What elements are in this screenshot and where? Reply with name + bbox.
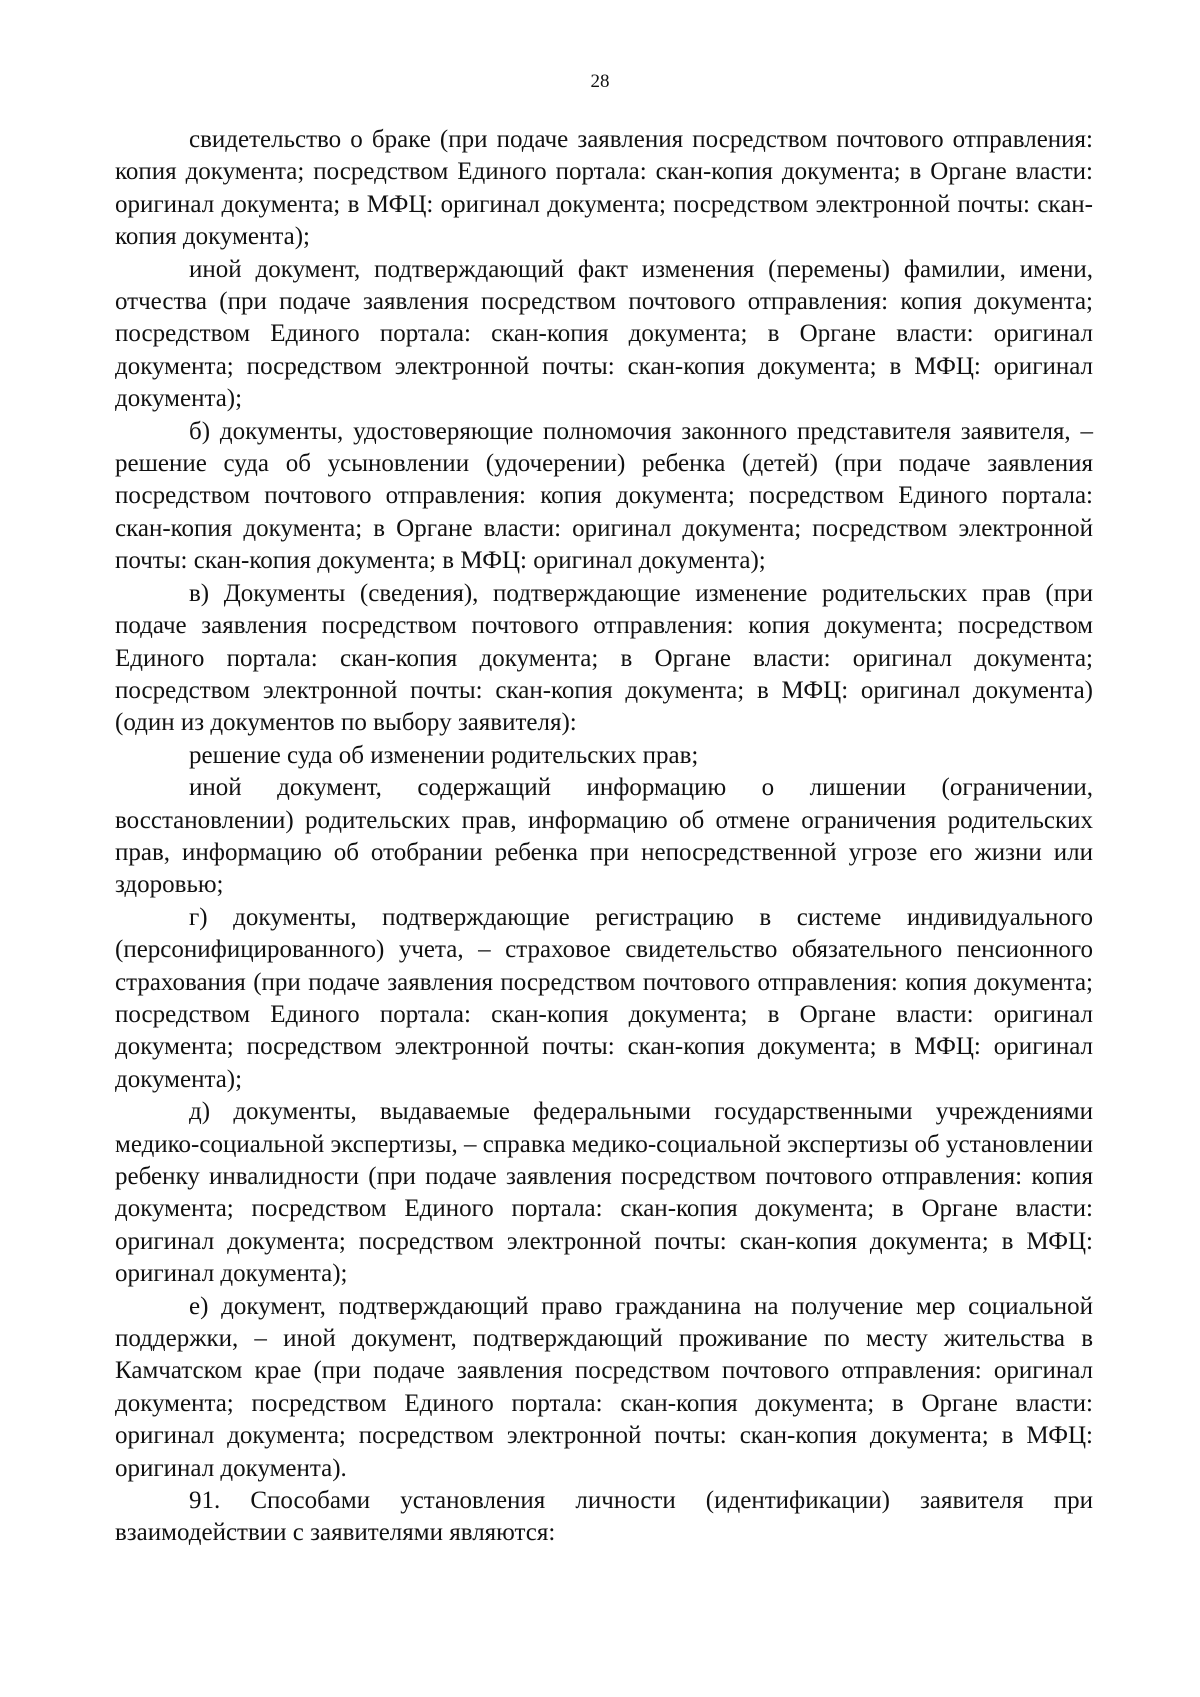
paragraph-item-v-parental-rights: в) Документы (сведения), подтверждающие изменение родительских прав (при подаче заявления посредством почтового отправления: копия документа; посредством Единого портала: скан-копия документа; в Органе власти: оригинал документа; посредством электронной почты: скан-копия документа; в МФЦ: оригинал документа) (один из документов по выбору заявителя):: [115, 579, 1093, 737]
paragraph-deprivation-document: иной документ, содержащий информацию о лишении (ограничении, восстановлении) родительских прав, информацию об отмене ограничения родительских прав, информацию об отобрании ребенка при непосредственной угрозе его жизни или здоровью;: [115, 774, 1093, 899]
paragraph-court-decision: решение суда об изменении родительских прав;: [189, 741, 699, 769]
paragraph-name-change-document: иной документ, подтверждающий факт изменения (перемены) фамилии, имени, отчества (при подаче заявления посредством почтового отправления: копия документа; посредством Единого портала: скан-копия документа; в Органе власти: оригинал документа; посредством электронной почты: скан-копия документа; в МФЦ: оригинал документа);: [115, 255, 1093, 413]
paragraph-item-b-legal-representative: б) документы, удостоверяющие полномочия законного представителя заявителя, – решение суда об усыновлении (удочерении) ребенка (детей) (при подаче заявления посредством почтового отправления: копия документа; посредством Единого портала: скан-копия документа; в Органе власти: оригинал документа; посредством электронной почты: скан-копия документа; в МФЦ: оригинал документа);: [115, 417, 1093, 575]
paragraph-marriage-certificate: свидетельство о браке (при подаче заявления посредством почтового отправления: копия документа; посредством Единого портала: скан-копия документа; в Органе власти: оригинал документа; в МФЦ: оригинал документа; посредством электронной почты: скан-копия документа);: [115, 126, 1093, 251]
paragraph-item-d-medical-expertise: д) документы, выдаваемые федеральными государственными учреждениями медико-социальной экспертизы, – справка медико-социальной экспертизы об установлении ребенку инвалидности (при подаче заявления посредством почтового отправления: копия документа; посредством Единого портала: скан-копия документа; в Органе власти: оригинал документа; посредством электронной почты: скан-копия документа; в МФЦ: оригинал документа);: [115, 1098, 1093, 1288]
paragraph-item-e-social-support: е) документ, подтверждающий право гражданина на получение мер социальной поддержки, – иной документ, подтверждающий проживание по месту жительства в Камчатском крае (при подаче заявления посредством почтового отправления: оригинал документа; посредством Единого портала: скан-копия документа; в Органе власти: оригинал документа; посредством электронной почты: скан-копия документа; в МФЦ: оригинал документа).: [115, 1292, 1093, 1482]
page-number: 28: [590, 71, 610, 92]
document-body: [115, 124, 1093, 1550]
paragraph-91-identification: 91. Способами установления личности (идентификации) заявителя при взаимодействии с заявителями являются:: [115, 1487, 1093, 1547]
paragraph-item-g-registration: г) документы, подтверждающие регистрацию в системе индивидуального (персонифицированного) учета, – страховое свидетельство обязательного пенсионного страхования (при подаче заявления посредством почтового отправления: копия документа; посредством Единого портала: скан-копия документа; в Органе власти: оригинал документа; посредством электронной почты: скан-копия документа; в МФЦ: оригинал документа);: [115, 903, 1093, 1093]
